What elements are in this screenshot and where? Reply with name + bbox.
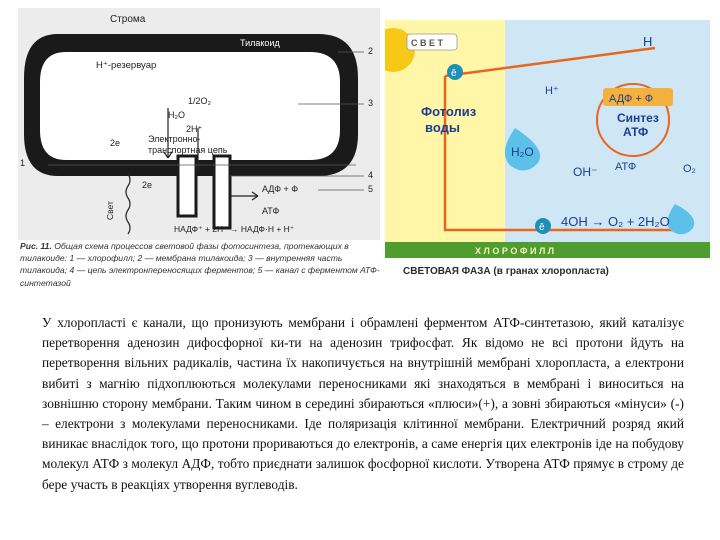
chlorophyll-label: Х Л О Р О Ф И Л Л [475, 246, 555, 256]
thylakoid-label: Тилакоид [240, 38, 280, 48]
etc-label-1: Электронно- [148, 134, 201, 144]
atp-label: АТФ [262, 206, 280, 216]
two-e-top-label: 2e [110, 138, 121, 148]
light-label: С В Е Т [411, 38, 444, 48]
electron-label-top: ē [451, 68, 457, 79]
h-plus-label: H⁺ [545, 85, 559, 97]
reaction-label: 4OH → O₂ + 2H₂O [561, 214, 670, 229]
figure-caption [20, 240, 380, 289]
half-o2-label: 1/2O₂ [188, 96, 212, 106]
h2o-label: H₂O [168, 110, 185, 120]
number-5: 5 [368, 184, 374, 194]
footer-label: СВЕТОВАЯ ФАЗА (в гранах хлоропласта) [403, 266, 609, 277]
nadp-reaction: НАДФ⁺ + 2H⁺ → НАДФ·Н + H⁺ [174, 224, 295, 234]
caption-number: Рис. 11. [20, 241, 52, 251]
atp-synthase-channel [214, 156, 230, 228]
o2-label: O₂ [683, 163, 696, 175]
oh-label: OH⁻ [573, 165, 598, 179]
number-2: 2 [368, 46, 374, 56]
etc-label-2: транспортная цепь [148, 145, 228, 155]
h-top-label: H [643, 34, 653, 49]
two-e-bottom-label: 2e [142, 180, 153, 190]
number-1: 1 [20, 158, 26, 168]
h2o-label: H₂O [511, 145, 534, 159]
stroma-label: Строма [110, 14, 146, 25]
photolysis-label-1: Фотолиз [421, 104, 477, 119]
synthesis-label-1: Синтез [617, 111, 659, 125]
synthesis-label-2: АТФ [623, 125, 649, 139]
caption-text: Общая схема процессов световой фазы фотосинтеза, протекающих в тилакоиде: 1 — хлорофилл; 2 — мембрана тилакоида; 3 — внутренняя часть тилакоида; 4 — цепь электронпереносящих ферментов; 5 — канал с ферментом АТФ-синтетазой [20, 241, 380, 288]
h-reservoir-label: H⁺-резервуар [96, 60, 157, 71]
electron-label-bottom: ē [539, 222, 545, 233]
photolysis-label-2: воды [425, 120, 460, 135]
adp-label: АДФ + Ф [609, 93, 654, 105]
two-h-label: 2H⁺ [186, 124, 203, 134]
number-4: 4 [368, 170, 374, 180]
atp-label: АТФ [615, 161, 637, 173]
adp-label: АДФ + Ф [262, 184, 299, 194]
light-label: Свет [105, 201, 115, 220]
body-paragraph: У хлоропласті є канали, що пронизують мембрани і обрамлені ферментом АТФ-синтетазою, який каталізує перетворення аденозин дифосфорної ки-ти на аденозин трифосфат. Як відомо не всі протони йдуть на перетворення вільних радикалів, частина їх накопичується на внутрішній мембрані хлоропласта, а електрони вибиті з магнію підхоплюються молекулами переносниками які знаходяться в мембрані і виноситься на зовнішню сторону мембрани. Таким чином в середині збираються «плюси»(+), а зовні збираються «мінуси» (-) – електрони з молекулами переносниками. Іде поляризація клітинної мембрани. Електричний розряд який виникає внаслідок того, що протони прориваються до електронів, а саме енергія цих електронів іде на побудову молекул АТФ з молекул АДФ, тобто приєднати залишок фосфорної кислоти. Утворена АТФ прямує в строму де бере участь в реакціях утворення вуглеводів. [42, 315, 684, 492]
number-3: 3 [368, 98, 374, 108]
light-phase-diagram [385, 20, 710, 282]
